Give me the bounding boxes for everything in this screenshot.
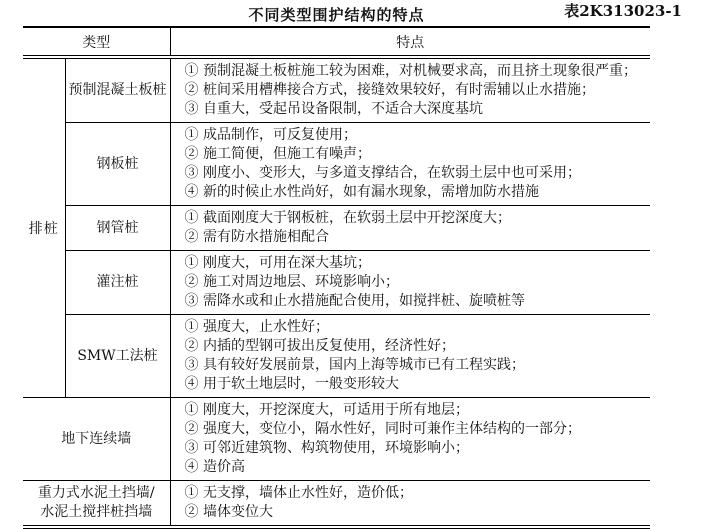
type-cell: [23, 398, 170, 481]
table-row: [23, 481, 650, 528]
feature-line: ③ 刚度小、变形大，与多道支撑结合，在软弱土层中也可采用；: [184, 165, 581, 181]
feature-line: ② 墙体变位大: [184, 504, 273, 520]
table-row: [23, 206, 650, 251]
feature-cell: [170, 481, 650, 528]
feature-line: ① 预制混凝土板桩施工较为困难，对机械要求高，而且挤土现象很严重；: [184, 63, 637, 79]
feature-cell: [170, 315, 650, 398]
table-row: [23, 123, 650, 206]
type-cell: [65, 315, 170, 398]
table-row: [23, 251, 650, 315]
title-bar: [23, 4, 650, 26]
column-header-feature: 特点: [170, 27, 650, 57]
type-cell: [65, 251, 170, 315]
feature-cell: [170, 251, 650, 315]
table-row: [23, 57, 650, 123]
table-row: [23, 398, 650, 481]
feature-line: ④ 新的时候止水性尚好，如有漏水现象，需增加防水措施: [184, 184, 539, 200]
feature-line: ③ 自重大，受起吊设备限制，不适合大深度基坑: [184, 101, 483, 117]
feature-line: ① 截面刚度大于钢板桩，在软弱土层中开挖深度大；: [184, 210, 511, 226]
feature-line: ① 无支撑，墙体止水性好，造价低；: [184, 485, 413, 501]
feature-line: ④ 造价高: [184, 459, 245, 475]
type-line: 灌注桩: [96, 274, 139, 290]
type-line: 预制混凝土板桩: [68, 82, 167, 98]
type-line: 钢管桩: [96, 219, 139, 236]
type-cell: [65, 206, 170, 251]
feature-line: ③ 具有较好发展前景，国内上海等城市已有工程实践；: [184, 357, 525, 373]
type-line: 水泥土搅拌桩挡墙: [40, 504, 153, 520]
column-header-type: 类型: [23, 27, 170, 57]
type-cell: [65, 57, 170, 123]
feature-line: ② 内插的型钢可拔出反复使用，经济性好；: [184, 338, 455, 354]
type-line: 重力式水泥土挡墙/: [37, 485, 155, 501]
feature-cell: [170, 57, 650, 123]
feature-line: ① 刚度大，可用在深大基坑；: [184, 255, 371, 271]
feature-line: ② 施工简便，但施工有噪声；: [184, 146, 371, 162]
table-number: 表2K313023-1: [564, 2, 682, 20]
feature-line: ② 桩间采用槽榫接合方式，接缝效果较好，有时需辅以止水措施；: [184, 82, 595, 98]
table-body: [23, 57, 650, 527]
type-line: SMW工法桩: [77, 347, 158, 364]
feature-line: ② 施工对周边地层、环境影响小；: [184, 274, 399, 290]
feature-cell: [170, 206, 650, 251]
retaining-structure-table: [23, 26, 650, 529]
feature-line: ③ 可邻近建筑物、构筑物使用，环境影响小；: [184, 440, 469, 456]
type-line: 地下连续墙: [61, 430, 132, 447]
type-line: 钢板桩: [96, 155, 139, 172]
feature-line: ② 强度大，变位小，隔水性好，同时可兼作主体结构的一部分；: [184, 421, 581, 437]
header-row: [23, 27, 650, 57]
page-title: 不同类型围护结构的特点: [248, 6, 425, 24]
group-label-cell: 排桩: [23, 57, 65, 398]
feature-line: ① 刚度大，开挖深度大，可适用于所有地层；: [184, 402, 469, 418]
feature-cell: [170, 398, 650, 481]
feature-line: ④ 用于软土地层时，一般变形较大: [184, 376, 399, 392]
feature-line: ② 需有防水措施相配合: [184, 229, 329, 245]
table-row: [23, 315, 650, 398]
feature-line: ① 成品制作，可反复使用；: [184, 127, 357, 143]
type-cell: [23, 481, 170, 528]
feature-line: ③ 需降水或和止水措施配合使用，如搅拌桩、旋喷桩等: [184, 293, 525, 309]
feature-cell: [170, 123, 650, 206]
feature-line: ① 强度大，止水性好；: [184, 319, 329, 335]
type-cell: [65, 123, 170, 206]
